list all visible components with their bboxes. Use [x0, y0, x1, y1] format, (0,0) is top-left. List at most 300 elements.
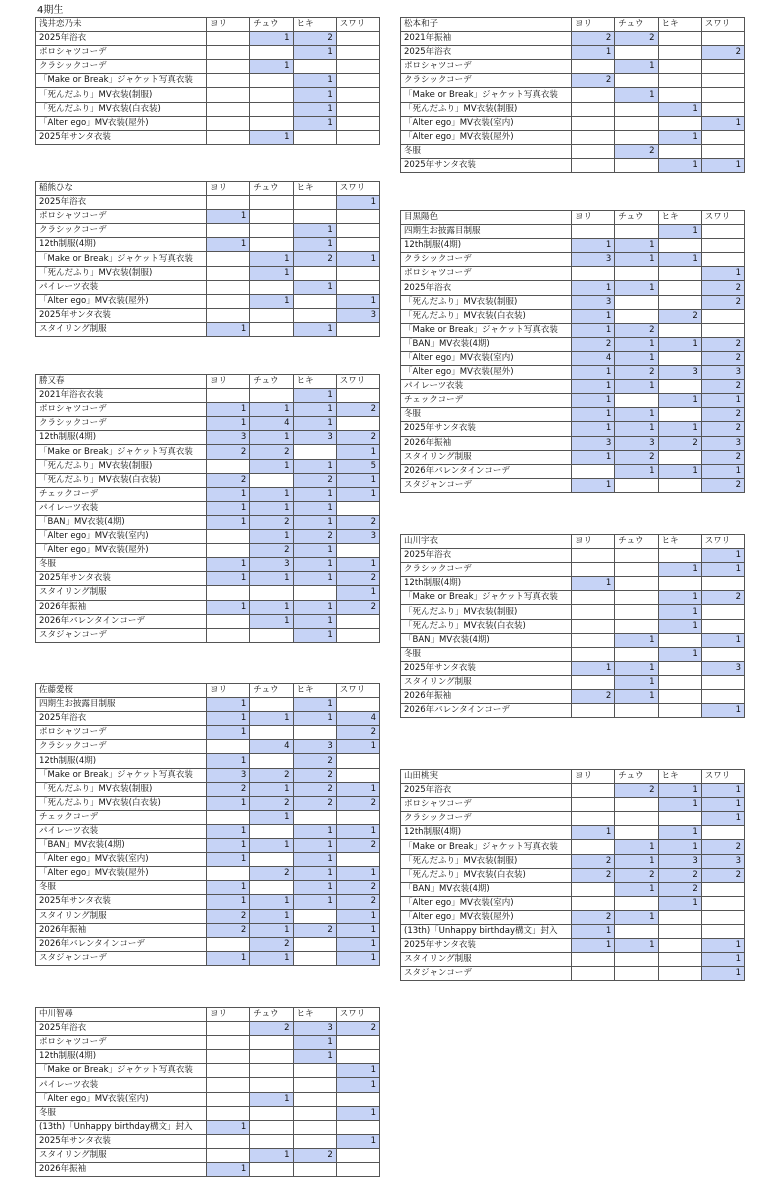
count-cell: [336, 1092, 379, 1106]
costume-label: 12th制服(4期): [36, 238, 207, 252]
table-row: [401, 896, 745, 910]
table-row: [36, 308, 380, 322]
count-cell: 3: [336, 530, 379, 544]
table-row: [401, 267, 745, 281]
count-cell: 1: [207, 1120, 250, 1134]
count-cell: 1: [207, 1163, 250, 1177]
costume-label: 2026年バレンタインコーデ: [36, 614, 207, 628]
count-cell: 1: [250, 923, 293, 937]
table-row: [401, 619, 745, 633]
table-row: [401, 225, 745, 239]
count-cell: 2: [250, 445, 293, 459]
count-cell: [250, 586, 293, 600]
count-cell: 1: [701, 704, 744, 718]
count-cell: [658, 116, 701, 130]
count-cell: 1: [572, 577, 615, 591]
count-cell: [250, 1036, 293, 1050]
column-header: ヒキ: [658, 770, 701, 784]
count-cell: [250, 210, 293, 224]
count-cell: 1: [207, 487, 250, 501]
costume-label: パイレーツ衣装: [36, 824, 207, 838]
count-cell: 1: [293, 867, 336, 881]
table-row: [36, 403, 380, 417]
count-cell: [701, 910, 744, 924]
count-cell: [250, 74, 293, 88]
count-cell: 3: [572, 253, 615, 267]
count-cell: [701, 239, 744, 253]
costume-label: 12th制服(4期): [36, 754, 207, 768]
table-row: [36, 130, 380, 144]
costume-label: 2025年サンタ衣装: [36, 130, 207, 144]
count-cell: [615, 116, 658, 130]
costume-label: 2026年振袖: [401, 436, 572, 450]
count-cell: [658, 239, 701, 253]
costume-label: 「BAN」MV衣装(4期): [36, 515, 207, 529]
count-cell: 1: [293, 628, 336, 642]
count-cell: [336, 130, 379, 144]
count-cell: 1: [658, 464, 701, 478]
table-row: [36, 1092, 380, 1106]
column-header: ヒキ: [658, 18, 701, 32]
count-cell: [615, 953, 658, 967]
count-cell: 2: [207, 473, 250, 487]
count-cell: [615, 102, 658, 116]
count-cell: [207, 459, 250, 473]
count-cell: [701, 925, 744, 939]
count-cell: 2: [701, 281, 744, 295]
count-cell: [336, 280, 379, 294]
table-row: [36, 445, 380, 459]
table-row: [401, 408, 745, 422]
costume-label: パイレーツ衣装: [36, 501, 207, 515]
count-cell: 1: [336, 1134, 379, 1148]
count-cell: [250, 628, 293, 642]
table-row: [401, 549, 745, 563]
costume-label: ポロシャツコーデ: [401, 60, 572, 74]
count-cell: 1: [615, 910, 658, 924]
table-row: [401, 784, 745, 798]
count-cell: 1: [658, 591, 701, 605]
column-header: チュウ: [250, 684, 293, 698]
count-cell: 2: [572, 74, 615, 88]
count-cell: 3: [293, 1022, 336, 1036]
table-row: [36, 88, 380, 102]
count-cell: 1: [250, 572, 293, 586]
member-name: 稲熊ひな: [36, 182, 207, 196]
count-cell: 1: [207, 210, 250, 224]
costume-label: 「死んだふり」MV衣装(白衣装): [401, 309, 572, 323]
count-cell: [293, 294, 336, 308]
count-cell: [572, 116, 615, 130]
costume-label: 「死んだふり」MV衣装(制服): [401, 854, 572, 868]
costume-label: 2026年振袖: [401, 690, 572, 704]
count-cell: 1: [293, 238, 336, 252]
count-cell: 1: [658, 130, 701, 144]
count-cell: [336, 768, 379, 782]
costume-label: 「BAN」MV衣装(4期): [401, 337, 572, 351]
table-row: [36, 266, 380, 280]
costume-label: スタイリング制服: [36, 586, 207, 600]
count-cell: 1: [572, 309, 615, 323]
costume-label: 冬服: [401, 144, 572, 158]
count-cell: [572, 605, 615, 619]
costume-label: クラシックコーデ: [401, 253, 572, 267]
count-cell: 2: [336, 895, 379, 909]
count-cell: 1: [250, 501, 293, 515]
costume-label: (13th)「Unhappy birthday構文」封入: [401, 925, 572, 939]
count-cell: 2: [572, 690, 615, 704]
count-cell: 2: [207, 782, 250, 796]
costume-label: 2025年サンタ衣装: [36, 1134, 207, 1148]
count-cell: [658, 351, 701, 365]
count-cell: [250, 280, 293, 294]
count-cell: [336, 210, 379, 224]
count-cell: 1: [615, 939, 658, 953]
count-cell: [250, 238, 293, 252]
count-cell: 1: [250, 839, 293, 853]
count-cell: 1: [250, 712, 293, 726]
column-header: ヒキ: [293, 684, 336, 698]
table-row: [401, 337, 745, 351]
count-cell: [336, 1163, 379, 1177]
count-cell: 1: [658, 422, 701, 436]
count-cell: [615, 74, 658, 88]
count-cell: 1: [250, 951, 293, 965]
member-table: [400, 210, 745, 493]
count-cell: 1: [250, 459, 293, 473]
costume-label: 「Alter ego」MV衣装(屋外): [401, 130, 572, 144]
count-cell: 1: [293, 116, 336, 130]
count-cell: 2: [293, 754, 336, 768]
costume-label: 2025年浴衣: [401, 281, 572, 295]
count-cell: [250, 1078, 293, 1092]
count-cell: [572, 675, 615, 689]
table-row: [401, 690, 745, 704]
costume-label: 「死んだふり」MV衣装(制服): [36, 266, 207, 280]
count-cell: 3: [701, 436, 744, 450]
count-cell: 1: [572, 661, 615, 675]
count-cell: [207, 74, 250, 88]
count-cell: [207, 1050, 250, 1064]
count-cell: [336, 224, 379, 238]
count-cell: 2: [701, 46, 744, 60]
table-row: [401, 323, 745, 337]
count-cell: [336, 1036, 379, 1050]
table-row: [36, 1050, 380, 1064]
count-cell: [250, 698, 293, 712]
count-cell: 1: [336, 487, 379, 501]
costume-label: 「Alter ego」MV衣装(室内): [36, 853, 207, 867]
costume-label: 「死んだふり」MV衣装(制服): [401, 102, 572, 116]
count-cell: 3: [701, 661, 744, 675]
table-row: [401, 882, 745, 896]
count-cell: [207, 102, 250, 116]
count-cell: 1: [572, 46, 615, 60]
member-table: [35, 181, 380, 337]
table-row: [36, 487, 380, 501]
count-cell: 1: [293, 224, 336, 238]
count-cell: [572, 591, 615, 605]
count-cell: 1: [250, 895, 293, 909]
costume-label: 「Alter ego」MV衣装(室内): [401, 351, 572, 365]
count-cell: [572, 88, 615, 102]
table-row: [401, 366, 745, 380]
count-cell: [701, 253, 744, 267]
count-cell: [336, 74, 379, 88]
count-cell: [207, 280, 250, 294]
count-cell: [207, 1148, 250, 1162]
count-cell: [250, 196, 293, 210]
count-cell: [336, 501, 379, 515]
costume-label: 「Alter ego」MV衣装(屋外): [401, 366, 572, 380]
table-row: [401, 351, 745, 365]
table-row: [401, 647, 745, 661]
count-cell: 1: [658, 896, 701, 910]
column-header: ヨリ: [572, 770, 615, 784]
costume-label: パイレーツ衣装: [401, 380, 572, 394]
count-cell: 1: [701, 394, 744, 408]
count-cell: [572, 464, 615, 478]
table-row: [401, 563, 745, 577]
costume-label: 2025年サンタ衣装: [401, 158, 572, 172]
costume-label: 2025年サンタ衣装: [401, 422, 572, 436]
count-cell: 3: [572, 436, 615, 450]
table-row: [36, 1106, 380, 1120]
count-cell: 4: [250, 740, 293, 754]
count-cell: [658, 577, 701, 591]
count-cell: [207, 530, 250, 544]
count-cell: 2: [615, 366, 658, 380]
costume-label: クラシックコーデ: [401, 563, 572, 577]
costume-label: 「死んだふり」MV衣装(白衣装): [401, 619, 572, 633]
count-cell: 2: [701, 380, 744, 394]
count-cell: 2: [250, 768, 293, 782]
table-row: [401, 953, 745, 967]
count-cell: [336, 544, 379, 558]
costume-label: 2026年振袖: [36, 600, 207, 614]
count-cell: [207, 88, 250, 102]
count-cell: 1: [293, 1050, 336, 1064]
table-row: [36, 614, 380, 628]
table-row: [36, 210, 380, 224]
count-cell: 1: [293, 853, 336, 867]
count-cell: [336, 754, 379, 768]
table-row: [36, 252, 380, 266]
count-cell: 1: [615, 464, 658, 478]
costume-label: スタイリング制服: [36, 322, 207, 336]
count-cell: [615, 605, 658, 619]
costume-label: (13th)「Unhappy birthday構文」封入: [36, 1120, 207, 1134]
count-cell: [293, 210, 336, 224]
count-cell: 1: [293, 600, 336, 614]
table-row: [36, 853, 380, 867]
count-cell: [293, 810, 336, 824]
count-cell: 2: [207, 445, 250, 459]
count-cell: 1: [293, 88, 336, 102]
count-cell: [207, 1036, 250, 1050]
costume-label: クラシックコーデ: [36, 60, 207, 74]
count-cell: [701, 88, 744, 102]
count-cell: [658, 925, 701, 939]
count-cell: [615, 647, 658, 661]
count-cell: 1: [615, 253, 658, 267]
count-cell: 1: [336, 824, 379, 838]
column-header: ヨリ: [207, 18, 250, 32]
count-cell: [250, 224, 293, 238]
member-name: 山川宇衣: [401, 535, 572, 549]
count-cell: 1: [615, 690, 658, 704]
member-name: 勝又春: [36, 375, 207, 389]
table-header-row: [36, 375, 380, 389]
column-header: ヒキ: [293, 375, 336, 389]
count-cell: [615, 46, 658, 60]
costume-label: 2021年振袖: [401, 32, 572, 46]
count-cell: 1: [293, 1036, 336, 1050]
count-cell: 1: [207, 754, 250, 768]
member-name: 浅井恋乃未: [36, 18, 207, 32]
costume-label: 2026年バレンタインコーデ: [36, 937, 207, 951]
count-cell: 1: [701, 116, 744, 130]
count-cell: [572, 130, 615, 144]
column-header: スワリ: [336, 375, 379, 389]
costume-label: スタジャンコーデ: [401, 967, 572, 981]
count-cell: [615, 563, 658, 577]
count-cell: [207, 1134, 250, 1148]
count-cell: [572, 60, 615, 74]
member-name: 山田桃実: [401, 770, 572, 784]
count-cell: 2: [336, 881, 379, 895]
count-cell: [207, 389, 250, 403]
count-cell: 1: [615, 281, 658, 295]
count-cell: [293, 60, 336, 74]
costume-label: スタジャンコーデ: [36, 951, 207, 965]
costume-label: 冬服: [36, 1106, 207, 1120]
count-cell: 2: [701, 840, 744, 854]
count-cell: [572, 102, 615, 116]
count-cell: [336, 60, 379, 74]
costume-label: クラシックコーデ: [36, 224, 207, 238]
count-cell: [658, 939, 701, 953]
count-cell: [336, 46, 379, 60]
count-cell: [207, 867, 250, 881]
table-row: [36, 74, 380, 88]
count-cell: 1: [336, 586, 379, 600]
costume-label: 2025年サンタ衣装: [36, 572, 207, 586]
count-cell: [572, 882, 615, 896]
count-cell: [207, 116, 250, 130]
count-cell: 2: [701, 422, 744, 436]
table-row: [401, 464, 745, 478]
table-row: [36, 417, 380, 431]
count-cell: [207, 252, 250, 266]
count-cell: [701, 647, 744, 661]
costume-label: 2025年浴衣: [36, 196, 207, 210]
count-cell: [250, 102, 293, 116]
count-cell: [336, 389, 379, 403]
count-cell: 1: [336, 867, 379, 881]
costume-label: 「死んだふり」MV衣装(白衣装): [401, 868, 572, 882]
count-cell: 2: [207, 909, 250, 923]
table-row: [36, 712, 380, 726]
table-row: [36, 726, 380, 740]
count-cell: 1: [701, 633, 744, 647]
costume-label: 「死んだふり」MV衣装(制服): [401, 605, 572, 619]
count-cell: 2: [336, 403, 379, 417]
count-cell: 3: [336, 308, 379, 322]
costume-label: 「死んだふり」MV衣装(白衣装): [36, 473, 207, 487]
table-row: [36, 1036, 380, 1050]
table-row: [36, 501, 380, 515]
table-row: [36, 600, 380, 614]
costume-label: クラシックコーデ: [36, 740, 207, 754]
costume-label: 「Alter ego」MV衣装(屋外): [36, 294, 207, 308]
count-cell: [207, 294, 250, 308]
count-cell: 1: [658, 102, 701, 116]
count-cell: [615, 478, 658, 492]
count-cell: [207, 1106, 250, 1120]
count-cell: [572, 144, 615, 158]
count-cell: 2: [293, 1148, 336, 1162]
table-row: [401, 422, 745, 436]
count-cell: 1: [250, 530, 293, 544]
count-cell: 1: [572, 281, 615, 295]
costume-label: 「死んだふり」MV衣装(白衣装): [36, 102, 207, 116]
table-row: [36, 628, 380, 642]
count-cell: [336, 1050, 379, 1064]
table-row: [36, 196, 380, 210]
costume-label: 四期生お披露目制服: [401, 225, 572, 239]
table-row: [36, 824, 380, 838]
count-cell: 2: [336, 839, 379, 853]
table-row: [401, 450, 745, 464]
count-cell: 1: [701, 549, 744, 563]
count-cell: 1: [293, 46, 336, 60]
count-cell: 1: [293, 322, 336, 336]
count-cell: [572, 840, 615, 854]
count-cell: 1: [336, 1106, 379, 1120]
count-cell: 4: [336, 712, 379, 726]
table-row: [401, 910, 745, 924]
count-cell: [336, 322, 379, 336]
count-cell: 1: [250, 403, 293, 417]
table-row: [36, 867, 380, 881]
costume-label: 12th制服(4期): [401, 826, 572, 840]
count-cell: 1: [250, 1148, 293, 1162]
costume-label: パイレーツ衣装: [36, 1078, 207, 1092]
table-row: [36, 586, 380, 600]
count-cell: 3: [615, 436, 658, 450]
count-cell: [615, 826, 658, 840]
member-table: [35, 17, 380, 145]
member-name: 松本和子: [401, 18, 572, 32]
count-cell: 1: [615, 239, 658, 253]
count-cell: 1: [250, 487, 293, 501]
table-row: [401, 60, 745, 74]
table-row: [401, 46, 745, 60]
count-cell: 1: [250, 909, 293, 923]
count-cell: 5: [336, 459, 379, 473]
costume-label: スタイリング制服: [401, 675, 572, 689]
count-cell: 2: [336, 726, 379, 740]
count-cell: 1: [207, 951, 250, 965]
table-header-row: [36, 1008, 380, 1022]
count-cell: 1: [336, 1078, 379, 1092]
table-row: [36, 1064, 380, 1078]
count-cell: 3: [207, 431, 250, 445]
count-cell: 1: [658, 826, 701, 840]
table-row: [36, 389, 380, 403]
count-cell: [207, 1022, 250, 1036]
